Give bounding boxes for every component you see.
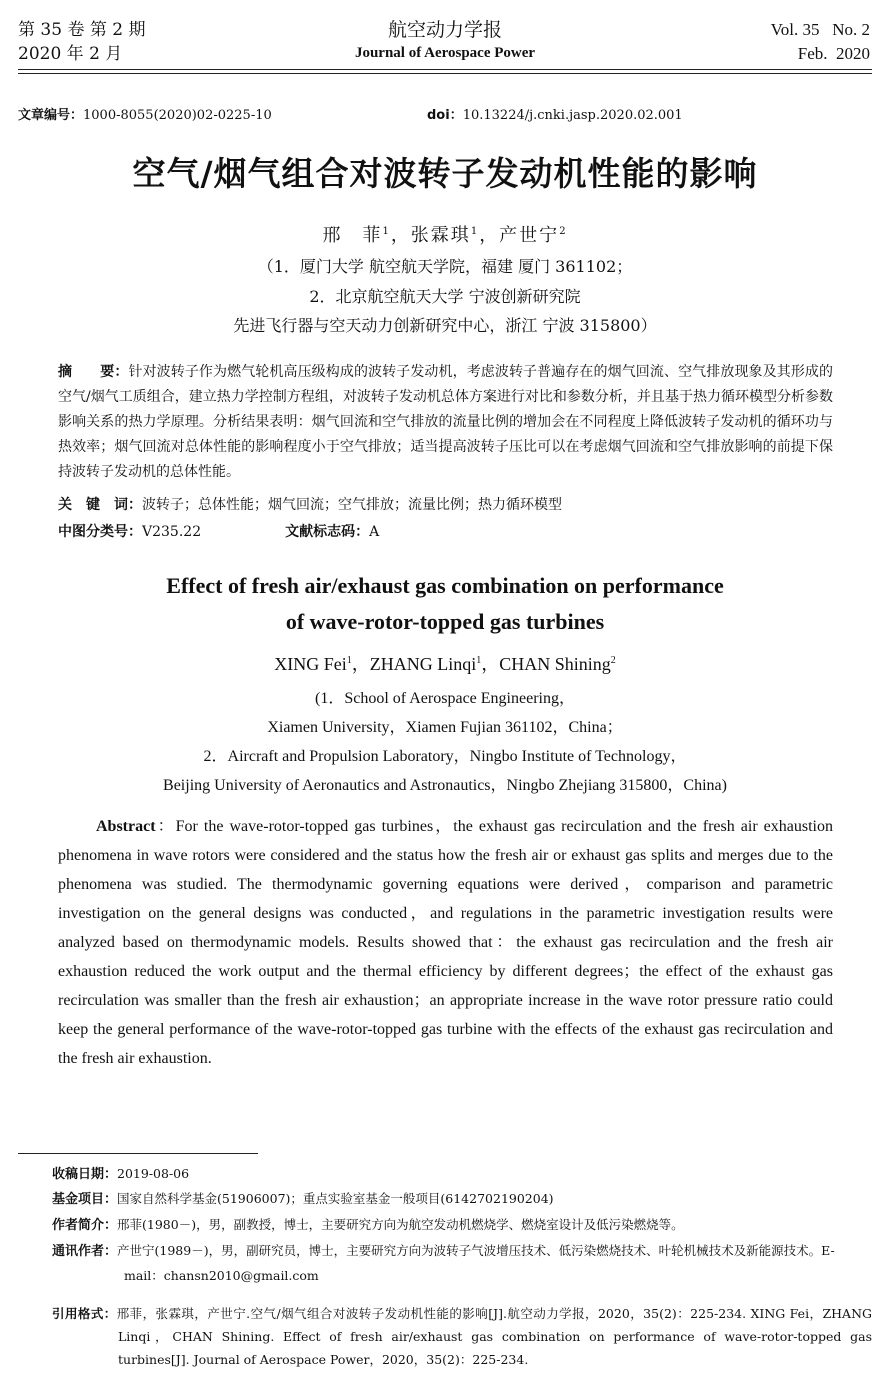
title-en-line-1: Effect of fresh air/exhaust gas combination on performance xyxy=(166,573,724,598)
affiliation-cn-2: 2．北京航空航天大学 宁波创新研究院 xyxy=(309,287,581,306)
fund-text: 国家自然科学基金(51906007)；重点实验室基金一般项目(6142702190204) xyxy=(117,1191,554,1206)
bio-label: 作者简介： xyxy=(52,1218,118,1233)
fund-label: 基金项目： xyxy=(52,1192,118,1207)
keywords-cn xyxy=(58,493,833,518)
authors-en xyxy=(0,650,890,678)
header-rule-thin xyxy=(18,73,872,74)
author-2-en: ，ZHANG Linqi xyxy=(351,654,477,674)
date-cn: 2020 年 2 月 xyxy=(18,44,123,64)
author-2-en-affil: 1 xyxy=(476,655,482,666)
citation-label: 引用格式： xyxy=(52,1306,117,1321)
author-1-en: XING Fei xyxy=(274,654,347,674)
date-en: Feb. 2020 xyxy=(797,44,870,63)
clc-label: 中图分类号： xyxy=(58,524,142,540)
footnote-author-bio xyxy=(52,1213,872,1238)
header-rule-thick xyxy=(18,69,872,70)
abstract-cn xyxy=(58,360,833,485)
affiliation-en-4: Beijing University of Aeronautics and Astronautics，Ningbo Zhejiang 315800，China) xyxy=(163,777,727,794)
footnote-fund xyxy=(52,1187,872,1212)
affiliation-en-2: Xiamen University，Xiamen Fujian 361102，China； xyxy=(267,719,623,736)
author-2-affil: 1 xyxy=(470,226,480,237)
author-1-affil: 1 xyxy=(382,226,391,237)
classification xyxy=(58,520,833,545)
bio-text: 邢菲(1980－)，男，副教授，博士，主要研究方向为航空发动机燃烧学、燃烧室设计及低污染燃烧等。 xyxy=(117,1217,684,1232)
doi-label: doi： xyxy=(427,108,463,123)
received-label: 收稿日期： xyxy=(52,1167,118,1182)
keywords-cn-label: 关 键 词： xyxy=(58,497,142,513)
abstract-en xyxy=(58,812,833,1073)
doc-code-value: A xyxy=(369,524,380,540)
citation-format xyxy=(52,1302,872,1371)
author-3-en-affil: 2 xyxy=(610,655,616,666)
article-number xyxy=(18,106,272,126)
title-cn: 空气/烟气组合对波转子发动机性能的影响 xyxy=(132,154,758,193)
author-3-cn: ，产世宁 xyxy=(479,225,560,246)
header-center xyxy=(0,18,890,64)
corresponding-text: 产世宁(1989－)，男，副研究员，博士，主要研究方向为波转子气波增压技术、低污染燃烧技术、叶轮机械技术及新能源技术。E-mail：chansn2010@gmail.com xyxy=(117,1243,835,1283)
footnote-received xyxy=(52,1162,872,1187)
abstract-cn-text: 针对波转子作为燃气轮机高压级构成的波转子发动机，考虑波转子普遍存在的烟气回流、空气排放现象及其形成的空气/烟气工质组合，建立热力学控制方程组，对波转子发动机总体方案进行对比和参数分析，并且基于热力循环模型分析参数影响关系的热力学原理。分析结果表明：烟气回流和空气排放的流量比例的增加会在不同程度上降低波转子发动机的循环功与热效率；烟气回流对总体性能的影响程度小于空气排放；适当提高波转子压比可以在考虑烟气回流和空气排放影响的前提下保持波转子发动机的总体性能。 xyxy=(58,364,834,480)
title-en xyxy=(0,568,890,640)
author-3-affil: 2 xyxy=(559,226,568,237)
footnote-rule xyxy=(18,1153,258,1154)
journal-name-cn: 航空动力学报 xyxy=(387,19,502,41)
abstract-en-text: For the wave-rotor-topped gas turbines，the exhaust gas recirculation and the fresh air exhaustion phenomena in wave rotors were considered and the status how the fresh air or exhaust gas splits and merges due to the phenomena was studied. The thermodynamic governing equations were derived，comparison and parametric investigation on the general designs was conducted，and regulations in the parametric investigation results were analyzed based on thermodynamic models. Results showed that：the exhaust gas recirculation and the fresh air exhaustion reduced the work output and the thermal efficiency by different degrees；the effect of the exhaust gas recirculation was smaller than the fresh air exhaustion；an appropriate increase in the wave rotor pressure ratio could keep the general performance of the wave-rotor-topped gas turbine with the effects of the exhaust gas recirculation and the fresh air exhaustion. xyxy=(58,818,833,1067)
authors-cn xyxy=(0,222,890,250)
footnote-corresponding xyxy=(52,1239,872,1288)
keywords-cn-text: 波转子；总体性能；烟气回流；空气排放；流量比例；热力循环模型 xyxy=(142,497,562,513)
header-right xyxy=(771,18,870,66)
clc-value: V235.22 xyxy=(142,524,202,540)
title-en-line-2: of wave-rotor-topped gas turbines xyxy=(285,609,605,634)
corresponding-label: 通讯作者： xyxy=(52,1244,118,1259)
affiliation-en-3: 2．Aircraft and Propulsion Laboratory，Ningbo Institute of Technology， xyxy=(203,748,687,765)
doi xyxy=(427,106,683,126)
abstract-cn-label: 摘 要： xyxy=(58,364,129,380)
volume-issue-en: Vol. 35 No. 2 xyxy=(770,20,870,39)
doc-code-label: 文献标志码： xyxy=(285,524,370,540)
affiliation-cn-1: （1．厦门大学 航空航天学院，福建 厦门 361102； xyxy=(257,257,633,276)
author-3-en: ，CHAN Shining xyxy=(481,654,611,674)
article-number-label: 文章编号： xyxy=(18,108,84,123)
affiliation-cn-3: 先进飞行器与空天动力创新研究中心，浙江 宁波 315800） xyxy=(233,316,657,335)
abstract-en-label: Abstract xyxy=(96,818,156,835)
abstract-en-paragraph xyxy=(58,812,833,1073)
citation-text: 邢菲，张霖琪，产世宁.空气/烟气组合对波转子发动机性能的影响[J].航空动力学报，2020，35(2)：225-234. XING Fei，ZHANG Linqi，CHAN Shining. Effect of fresh air/exhaust gas combination on performance of wave-rotor-topped gas turbines[J]. Journal of Aerospace Power，2020，35(2)：225-234. xyxy=(116,1306,872,1367)
doi-value: 10.13224/j.cnki.jasp.2020.02.001 xyxy=(462,108,683,123)
received-date: 2019-08-06 xyxy=(117,1166,190,1181)
author-1-cn: 邢 菲 xyxy=(322,225,383,246)
affiliation-en-1: (1．School of Aerospace Engineering， xyxy=(315,690,575,707)
article-number-value: 1000-8055(2020)02-0225-10 xyxy=(83,108,272,123)
journal-name-en: Journal of Aerospace Power xyxy=(354,45,536,61)
volume-issue-cn: 第 35 卷 第 2 期 xyxy=(18,20,146,40)
author-1-en-affil: 1 xyxy=(346,655,352,666)
abstract-en-colon: ： xyxy=(155,818,176,835)
author-2-cn: ，张霖琪 xyxy=(390,225,471,246)
